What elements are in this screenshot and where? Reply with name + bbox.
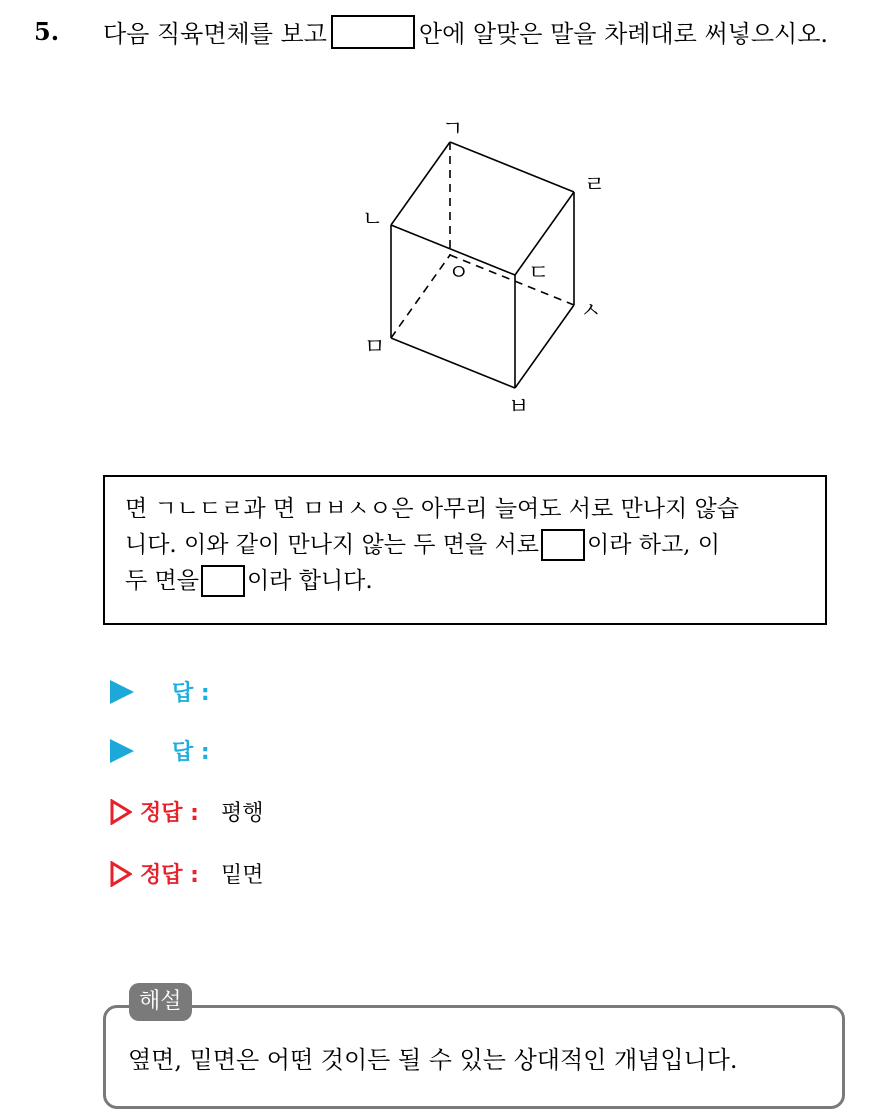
statement-line-3-before: 두 면을 xyxy=(125,568,199,594)
correct-label-2: 정답 : xyxy=(140,863,199,888)
statement-line-2-before: 니다. 이와 같이 만나지 않는 두 면을 서로 xyxy=(125,532,539,558)
explanation-tag: 해설 xyxy=(129,983,192,1021)
question-text-before: 다음 직육면체를 보고 xyxy=(103,20,327,48)
vertex-label-b: ㅂ xyxy=(508,395,530,420)
statement-line-1-text: 면 ㄱㄴㄷㄹ과 면 ㅁㅂㅅㅇ은 아무리 늘여도 서로 만나지 않습 xyxy=(125,496,739,522)
question-text xyxy=(103,14,828,49)
hidden-edge-m-o xyxy=(391,255,450,338)
correct-value-1: 평행 xyxy=(220,801,264,826)
correct-row-2 xyxy=(110,858,263,889)
statement-line-1 xyxy=(125,491,807,527)
statement-blank-2 xyxy=(201,565,245,597)
edge-g-n xyxy=(391,142,450,225)
vertex-label-o: ㅇ xyxy=(448,261,470,286)
answer-label-2: 답 : xyxy=(172,740,210,765)
answer-label-1: 답 : xyxy=(172,681,210,706)
question-number: 5. xyxy=(34,17,60,46)
vertex-label-n: ㄴ xyxy=(362,207,384,232)
statement-line-3 xyxy=(125,563,807,599)
vertex-label-d: ㄷ xyxy=(528,261,550,286)
edge-m-b xyxy=(391,338,515,388)
vertex-label-g: ㄱ xyxy=(442,117,464,142)
explanation-text: 옆면, 밑면은 어떤 것이든 될 수 있는 상대적인 개념입니다. xyxy=(128,1046,738,1074)
statement-line-3-after: 이라 합니다. xyxy=(246,568,373,594)
question-text-after: 안에 알맞은 말을 차례대로 써넣으시오. xyxy=(418,20,829,48)
vertex-label-r: ㄹ xyxy=(584,173,606,198)
question-blank-box xyxy=(331,15,415,49)
answer-row-1 xyxy=(110,676,210,707)
cuboid-figure xyxy=(340,110,630,430)
vertex-label-m: ㅁ xyxy=(364,335,386,360)
statement-blank-1 xyxy=(541,529,585,561)
vertex-label-s: ㅅ xyxy=(580,299,602,324)
play-triangle-icon xyxy=(110,680,134,704)
correct-row-1 xyxy=(110,796,263,827)
statement-box xyxy=(103,475,827,625)
outline-triangle-icon xyxy=(110,799,132,825)
edge-g-r xyxy=(450,142,574,192)
correct-label-1: 정답 : xyxy=(140,801,199,826)
answer-row-2 xyxy=(110,735,210,766)
correct-value-2: 밑면 xyxy=(220,863,264,888)
statement-line-2 xyxy=(125,527,807,563)
outline-triangle-icon xyxy=(110,861,132,887)
edge-b-s xyxy=(515,305,574,388)
play-triangle-icon xyxy=(110,739,134,763)
statement-line-2-after: 이라 하고, 이 xyxy=(586,532,721,558)
